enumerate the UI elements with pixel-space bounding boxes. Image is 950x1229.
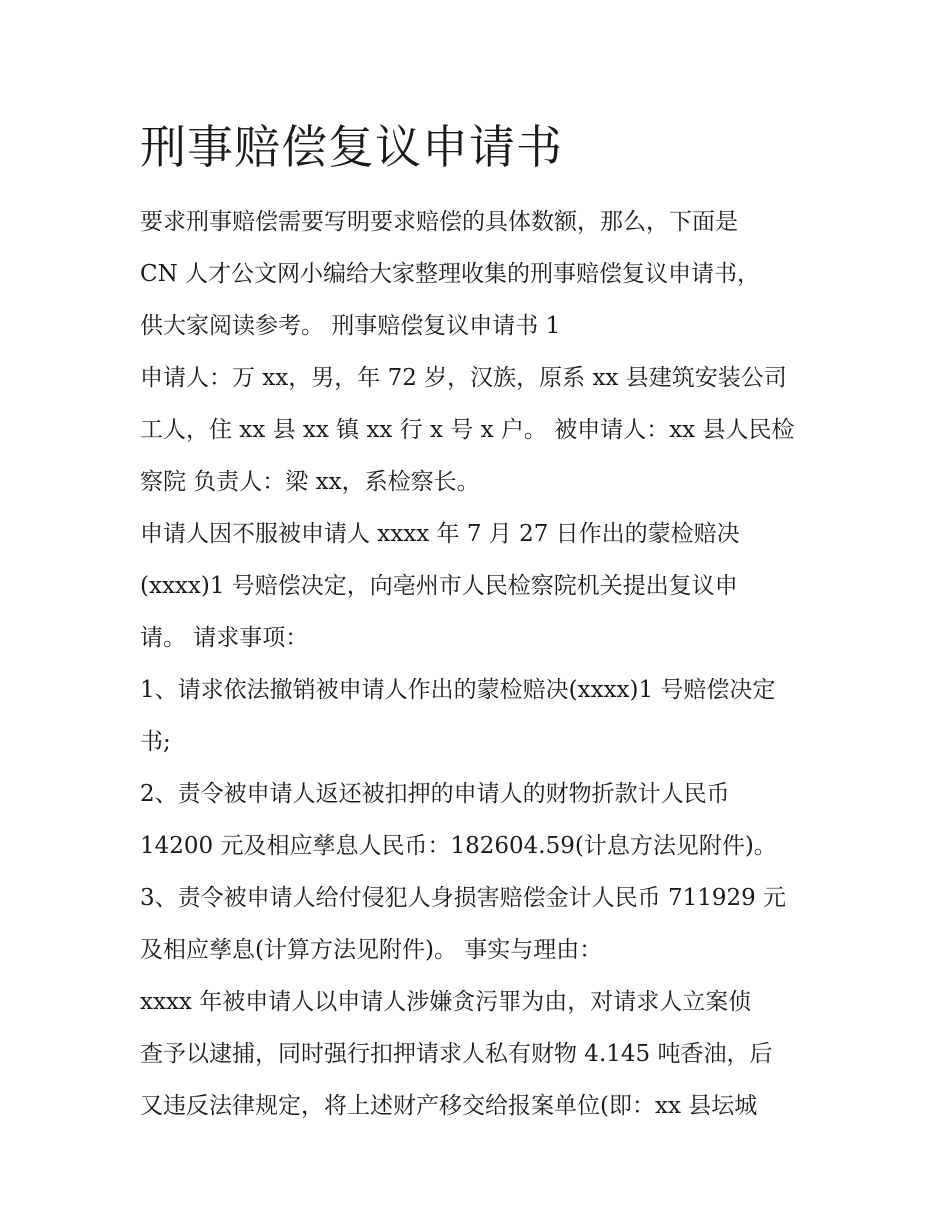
body-line: 请。 请求事项： xyxy=(140,625,309,651)
body-line: 查予以逮捕，同时强行扣押请求人私有财物 4.145 吨香油，后 xyxy=(140,1041,773,1067)
body-line: 14200 元及相应孳息人民币：182604.59(计息方法见附件)。 xyxy=(140,833,777,859)
document-body xyxy=(140,196,820,1132)
body-line: 供大家阅读参考。 刑事赔偿复议申请书 1 xyxy=(140,313,561,339)
body-line: 申请人：万 xx，男，年 72 岁，汉族，原系 xx 县建筑安装公司 xyxy=(140,365,787,391)
body-line: 2、责令被申请人返还被扣押的申请人的财物折款计人民币 xyxy=(140,781,730,807)
body-line: 又违反法律规定，将上述财产移交给报案单位(即：xx 县坛城 xyxy=(140,1093,758,1119)
body-line: 1、请求依法撤销被申请人作出的蒙检赔决(xxxx)1 号赔偿决定 xyxy=(140,677,776,703)
body-line: 察院 负责人：梁 xx，系检察长。 xyxy=(140,469,480,495)
body-line: (xxxx)1 号赔偿决定，向亳州市人民检察院机关提出复议申 xyxy=(140,573,738,599)
body-line: xxxx 年被申请人以申请人涉嫌贪污罪为由，对请求人立案侦 xyxy=(140,989,752,1015)
body-line: 工人，住 xx 县 xx 镇 xx 行 x 号 x 户。 被申请人：xx 县人民检 xyxy=(140,417,795,443)
body-line: 及相应孳息(计算方法见附件)。 事实与理由： xyxy=(140,937,603,963)
body-line: 要求刑事赔偿需要写明要求赔偿的具体数额，那么，下面是 xyxy=(140,209,738,235)
document-title: 刑事赔偿复议申请书 xyxy=(140,120,563,174)
body-line: 书; xyxy=(140,729,171,755)
body-line: CN 人才公文网小编给大家整理收集的刑事赔偿复议申请书， xyxy=(140,261,761,287)
body-line: 3、责令被申请人给付侵犯人身损害赔偿金计人民币 711929 元 xyxy=(140,885,787,911)
body-line: 申请人因不服被申请人 xxxx 年 7 月 27 日作出的蒙检赔决 xyxy=(140,521,740,547)
